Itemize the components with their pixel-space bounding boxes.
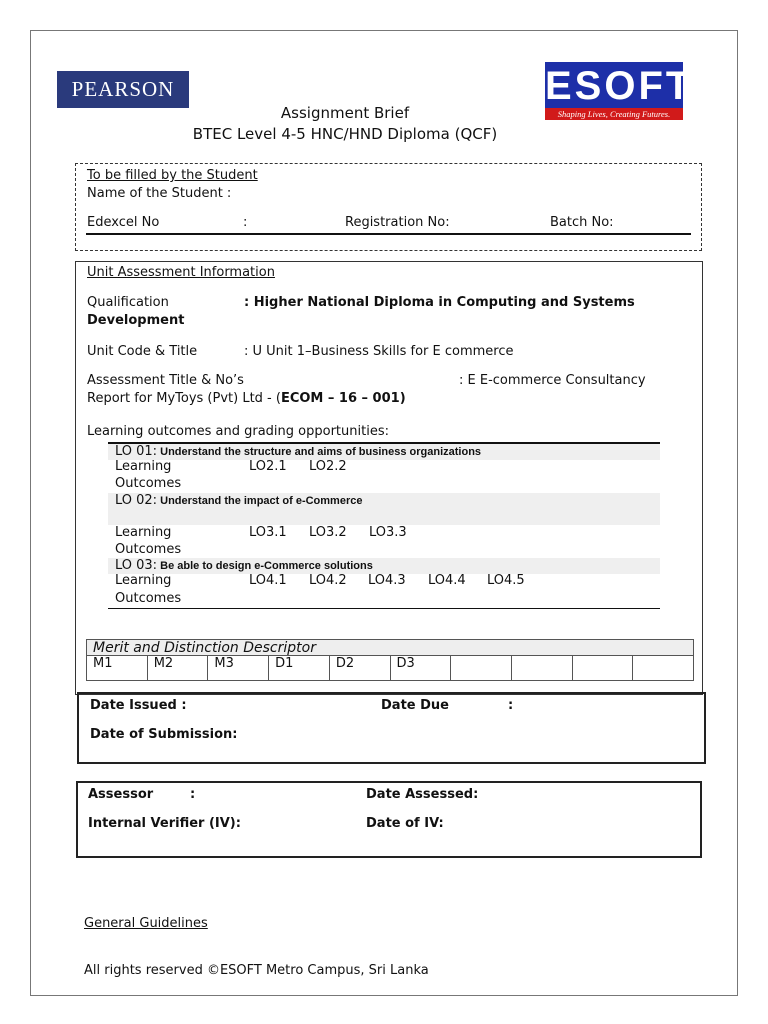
esoft-tagline: Shaping Lives, Creating Futures. [545, 108, 683, 120]
assessment-company: Report for MyToys (Pvt) Ltd - ( [87, 391, 281, 406]
edexcel-label: Edexcel No [87, 215, 160, 230]
lo-01-item: LO2.1 [249, 459, 287, 474]
unit-heading: Unit Assessment Information [87, 265, 275, 280]
lo-03-item: LO4.2 [309, 573, 347, 588]
date-assessed-label: Date Assessed: [366, 787, 479, 802]
grade-cell [512, 656, 573, 680]
merit-distinction-table [86, 639, 694, 681]
date-submission-label: Date of Submission: [90, 727, 238, 742]
edexcel-colon: : [243, 215, 248, 230]
lo-02-label-cont: Outcomes [115, 542, 182, 557]
merit-distinction-cells [87, 656, 693, 680]
batch-label: Batch No: [550, 215, 614, 230]
assessor-colon: : [190, 787, 196, 802]
qualification-label: Qualification [87, 295, 169, 310]
esoft-logo [545, 62, 694, 120]
lo-02-item: LO3.2 [309, 525, 347, 540]
assessment-code: ECOM – 16 – 001) [280, 391, 406, 406]
student-heading: To be filled by the Student [87, 168, 258, 183]
assessor-label: Assessor [88, 787, 154, 802]
lo-02-header [115, 493, 362, 508]
lo-01-label: Learning [115, 459, 172, 474]
grade-cell: D1 [269, 656, 330, 680]
grade-cell: D2 [330, 656, 391, 680]
lo-03-item: LO4.5 [487, 573, 525, 588]
lo-01-header [115, 444, 481, 459]
registration-label: Registration No: [345, 215, 450, 230]
date-of-iv-label: Date of IV: [366, 816, 444, 831]
student-underline [86, 233, 691, 235]
copyright-text: All rights reserved ©ESOFT Metro Campus, Sri Lanka [84, 963, 429, 978]
learning-outcomes-table [108, 442, 660, 610]
lo-03-label-cont: Outcomes [115, 591, 182, 606]
unit-code-value: : U Unit 1–Business Skills for E commerce [244, 344, 514, 359]
qualification-value-cont: Development [87, 313, 185, 328]
general-guidelines-heading: General Guidelines [84, 916, 208, 931]
lo-03-code: LO 03: [115, 558, 158, 573]
lo-02-label: Learning [115, 525, 172, 540]
qualification-value: : Higher National Diploma in Computing and Systems [244, 295, 635, 310]
lo-bottom-rule [108, 608, 660, 609]
assessment-title-label: Assessment Title & No’s [87, 373, 244, 388]
student-name-label: Name of the Student : [87, 186, 232, 201]
lo-02-item: LO3.1 [249, 525, 287, 540]
date-issued-label: Date Issued : [90, 698, 187, 713]
date-due-colon: : [508, 698, 514, 713]
document-title: Assignment Brief [280, 104, 410, 122]
lo-01-code: LO 01: [115, 444, 158, 459]
lo-02-code: LO 02: [115, 493, 158, 508]
grade-cell: M3 [208, 656, 269, 680]
lo-03-label: Learning [115, 573, 172, 588]
internal-verifier-label: Internal Verifier (IV): [88, 816, 241, 831]
merit-distinction-title: Merit and Distinction Descriptor [87, 640, 693, 656]
lo-01-label-cont: Outcomes [115, 476, 182, 491]
grade-cell: M1 [87, 656, 148, 680]
lo-03-header [115, 558, 373, 573]
grade-cell [633, 656, 693, 680]
esoft-logo-text: ESOFT [545, 64, 694, 108]
assessment-title-value-cont [87, 391, 406, 406]
grade-cell [451, 656, 512, 680]
lo-03-item: LO4.4 [428, 573, 466, 588]
lo-01-item: LO2.2 [309, 459, 347, 474]
grade-cell [573, 656, 634, 680]
unit-code-label: Unit Code & Title [87, 344, 198, 359]
lo-03-item: LO4.1 [249, 573, 287, 588]
grade-cell: M2 [148, 656, 209, 680]
date-due-label: Date Due [381, 698, 449, 713]
lo-01-title: Understand the structure and aims of business organizations [160, 446, 482, 458]
pearson-logo: PEARSON [57, 71, 189, 108]
document-subtitle: BTEC Level 4-5 HNC/HND Diploma (QCF) [192, 125, 498, 143]
lo-03-title: Be able to design e-Commerce solutions [160, 560, 373, 572]
lo-02-title: Understand the impact of e-Commerce [160, 495, 363, 507]
lo-intro: Learning outcomes and grading opportunities: [87, 424, 389, 439]
lo-02-item: LO3.3 [369, 525, 407, 540]
lo-03-item: LO4.3 [368, 573, 406, 588]
grade-cell: D3 [391, 656, 452, 680]
assessment-title-value: : E E-commerce Consultancy [459, 373, 646, 388]
